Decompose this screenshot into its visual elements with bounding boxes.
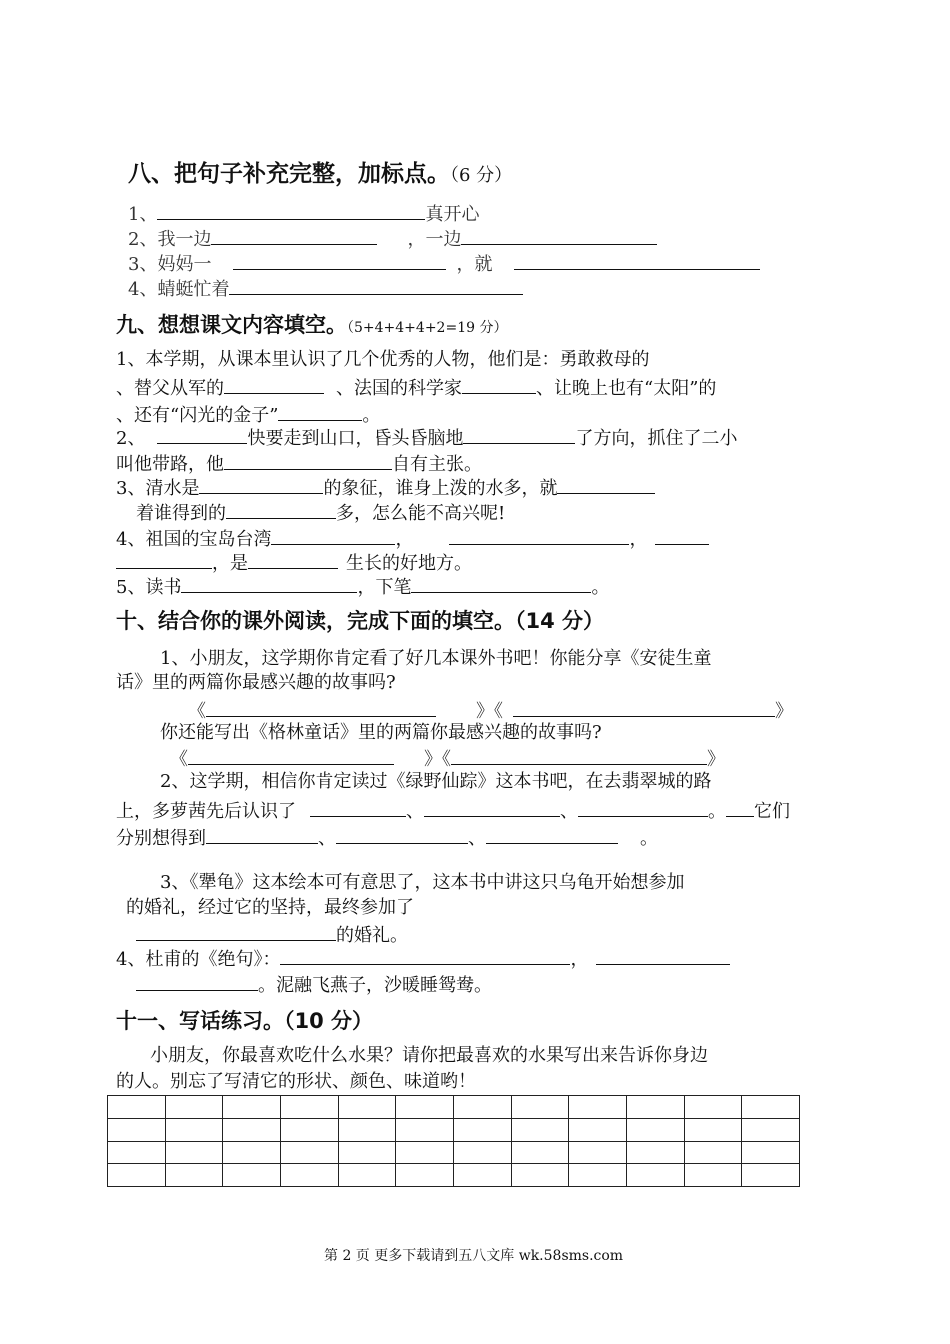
- text: 、: [560, 801, 578, 822]
- section-8-heading: 八、把句子补充完整，加标点。: [128, 161, 450, 187]
- blank[interactable]: [206, 827, 318, 844]
- section-11-heading: 十一、写话练习。: [116, 1009, 284, 1033]
- blank[interactable]: [578, 800, 708, 817]
- section-9-points: （5+4+4+4+2=19 分）: [347, 320, 508, 336]
- s10-line: [160, 874, 684, 892]
- blank[interactable]: [461, 228, 657, 245]
- blank[interactable]: [211, 228, 377, 245]
- s10-line: [116, 827, 658, 848]
- text: 的婚礼。: [336, 925, 408, 946]
- text: 3、《犟龟》这本绘本可有意思了，这本书中讲这只乌龟开始想参加: [160, 872, 685, 893]
- blank[interactable]: [271, 528, 395, 545]
- section-9-title: [116, 315, 507, 336]
- text: 快要走到山口，昏头昏脑地: [247, 428, 464, 449]
- s8-item-1-num: 1、: [128, 204, 158, 225]
- text: 、让晚上也有“太阳”的: [536, 378, 717, 399]
- text: 分别想得到: [116, 828, 206, 849]
- section-8-title: [128, 163, 512, 186]
- s9-line: [116, 427, 737, 448]
- text: ，: [629, 529, 648, 550]
- blank[interactable]: [596, 948, 730, 965]
- text: 》: [707, 749, 725, 770]
- text: 着谁得到的: [136, 503, 226, 524]
- blank[interactable]: [336, 827, 468, 844]
- text: 3、清水是: [116, 478, 200, 499]
- blank[interactable]: [557, 477, 655, 494]
- blank[interactable]: [411, 576, 591, 593]
- blank[interactable]: [451, 748, 707, 765]
- blank[interactable]: [188, 748, 394, 765]
- blank[interactable]: [206, 700, 436, 717]
- blank[interactable]: [116, 552, 212, 569]
- text: 了方向，抓住了二小: [575, 428, 738, 449]
- text: 2、这学期，相信你肯定读过《绿野仙踪》这本书吧，在去翡翠城的路: [160, 771, 712, 792]
- blank[interactable]: [233, 253, 446, 270]
- s8-item-4-text: 4、蜻蜓忙着: [128, 279, 230, 300]
- blank[interactable]: [449, 528, 629, 545]
- text: 的婚礼，经过它的坚持，最终参加了: [126, 897, 414, 918]
- blank[interactable]: [224, 453, 392, 470]
- blank[interactable]: [462, 377, 536, 394]
- blank[interactable]: [655, 528, 709, 545]
- text: 4、祖国的宝岛台湾: [116, 529, 272, 550]
- text: 。泥融飞燕子，沙暖睡鸳鸯。: [258, 975, 492, 996]
- blank[interactable]: [136, 974, 258, 991]
- blank[interactable]: [199, 477, 323, 494]
- section-8-points: （6 分）: [450, 165, 513, 186]
- blank[interactable]: [157, 203, 425, 220]
- text: 4、杜甫的《绝句》：: [116, 949, 281, 970]
- text: ，是: [212, 553, 248, 574]
- text: 小朋友，你最喜欢吃什么水果？请你把最喜欢的水果写出来告诉你身边: [150, 1045, 708, 1066]
- s10-line: [188, 700, 793, 721]
- s8-item-1-text: 真开心: [425, 204, 480, 225]
- text: 、: [406, 801, 424, 822]
- blank[interactable]: [280, 948, 570, 965]
- text: 自有主张。: [392, 454, 482, 475]
- s10-line: [126, 899, 414, 917]
- s11-line: [116, 1073, 476, 1091]
- s9-line: [116, 377, 716, 398]
- text: 《: [170, 749, 188, 770]
- s9-line: [116, 576, 609, 597]
- s8-item-2-text-b: ，一边: [407, 229, 462, 250]
- blank[interactable]: [463, 427, 575, 444]
- s10-line: [116, 674, 396, 692]
- text: 2、: [116, 428, 146, 449]
- s9-line: [136, 502, 505, 523]
- blank[interactable]: [726, 800, 754, 817]
- blank[interactable]: [181, 576, 357, 593]
- text: 多，怎么能不高兴呢!: [336, 503, 506, 524]
- text: 》《: [476, 701, 503, 722]
- s9-line: [116, 528, 709, 549]
- blank[interactable]: [229, 278, 523, 295]
- s10-line: [116, 948, 730, 969]
- s10-line: [136, 974, 492, 995]
- writing-grid[interactable]: [107, 1095, 800, 1187]
- section-11-title: [116, 1011, 373, 1032]
- blank[interactable]: [310, 800, 406, 817]
- text: 1、本学期，从课本里认识了几个优秀的人物，他们是：勇敢救母的: [116, 349, 650, 370]
- text: 、: [318, 828, 336, 849]
- text: ，: [570, 949, 589, 970]
- s8-item-3-text: 3、妈妈一: [128, 254, 212, 275]
- text: 叫他带路，他: [116, 454, 224, 475]
- text: 。: [708, 801, 726, 822]
- text: 上，多萝茜先后认识了: [116, 801, 296, 822]
- text: 的人。别忘了写清它的形状、颜色、味道哟！: [116, 1071, 476, 1092]
- s8-item-2: [128, 228, 657, 249]
- s10-line: [136, 924, 408, 945]
- blank[interactable]: [136, 924, 336, 941]
- text: ，下笔: [357, 577, 412, 598]
- s9-line: [116, 477, 655, 498]
- blank[interactable]: [514, 253, 760, 270]
- text: 的象征，谁身上泼的水多，就: [323, 478, 558, 499]
- s9-line: [116, 453, 482, 474]
- s10-line: [160, 773, 711, 791]
- text: 。: [362, 405, 381, 426]
- text: 5、读书: [116, 577, 182, 598]
- s8-item-3: [128, 253, 760, 274]
- blank[interactable]: [224, 377, 324, 394]
- section-9-heading: 九、想想课文内容填空。: [116, 313, 347, 337]
- text: 。: [640, 828, 658, 849]
- blank[interactable]: [248, 552, 338, 569]
- blank[interactable]: [157, 427, 247, 444]
- text: 它们: [754, 801, 790, 822]
- text: 》: [775, 701, 793, 722]
- s10-line: [116, 800, 790, 821]
- text: 话》里的两篇你最感兴趣的故事吗?: [116, 672, 396, 693]
- text: 、: [468, 828, 486, 849]
- text: 生长的好地方。: [346, 553, 472, 574]
- page-footer: 第 2 页 更多下载请到五八文库 wk.58sms.com: [324, 1248, 624, 1264]
- text: 、法国的科学家: [336, 378, 462, 399]
- s10-line: [160, 724, 602, 742]
- blank[interactable]: [513, 700, 775, 717]
- blank[interactable]: [278, 404, 362, 421]
- section-10-title: [116, 611, 604, 632]
- text: 你还能写出《格林童话》里的两篇你最感兴趣的故事吗?: [160, 722, 602, 743]
- s8-item-2-text: 2、我一边: [128, 229, 212, 250]
- s10-line: [160, 650, 711, 668]
- s8-item-4: [128, 278, 523, 299]
- s9-line: [116, 351, 649, 369]
- s9-line: [116, 404, 380, 425]
- text: ，: [395, 529, 414, 550]
- section-10-points: （14 分）: [515, 609, 605, 633]
- section-10-heading: 十、结合你的课外阅读，完成下面的填空。: [116, 609, 515, 633]
- blank[interactable]: [226, 502, 336, 519]
- text: 》《: [424, 749, 451, 770]
- section-11-points: （10 分）: [284, 1009, 374, 1033]
- blank[interactable]: [486, 827, 618, 844]
- text: 、替父从军的: [116, 378, 224, 399]
- s8-item-3-text-b: ，就: [456, 254, 493, 275]
- s8-item-1: [128, 203, 479, 224]
- s9-line: [116, 552, 472, 573]
- text: 1、小朋友，这学期你肯定看了好几本课外书吧！你能分享《安徒生童: [160, 648, 712, 669]
- text: 、还有“闪光的金子”: [116, 405, 279, 426]
- text: 《: [188, 701, 206, 722]
- blank[interactable]: [424, 800, 560, 817]
- s11-line: [150, 1047, 708, 1065]
- text: 。: [591, 577, 610, 598]
- s10-line: [170, 748, 725, 769]
